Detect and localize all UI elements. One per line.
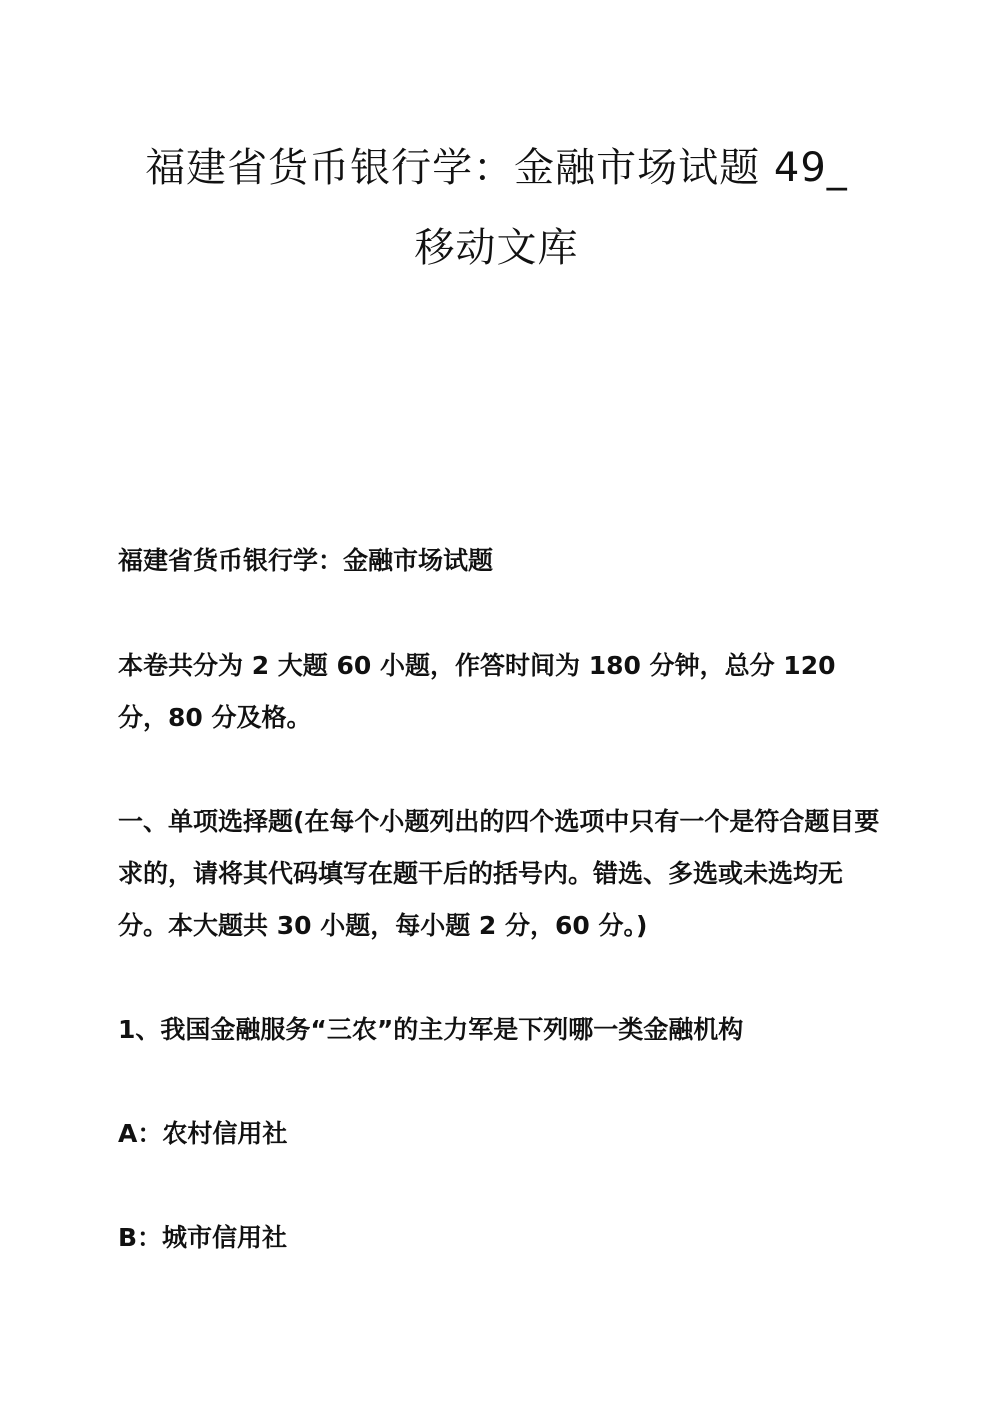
document-title [60,128,933,288]
title-line-2: 移动文库 [414,225,579,271]
title-line-1: 福建省货币银行学：金融市场试题 49_ [145,145,848,191]
question-1-stem: 1、我国金融服务“三农”的主力军是下列哪一类金融机构 [118,1015,744,1044]
document-subtitle: 福建省货币银行学：金融市场试题 [118,546,494,575]
section-heading: 一、单项选择题(在每个小题列出的四个选项中只有一个是符合题目要求的，请将其代码填写在题干后的括号内。错选、多选或未选均无分。本大题共 30 小题，每小题 2 分，60 分。) [118,807,880,940]
question-1-option-a: A：农村信用社 [118,1119,288,1148]
exam-intro: 本卷共分为 2 大题 60 小题，作答时间为 180 分钟，总分 120 分，80 分及格。 [118,651,836,732]
question-1-option-b: B：城市信用社 [118,1223,288,1252]
